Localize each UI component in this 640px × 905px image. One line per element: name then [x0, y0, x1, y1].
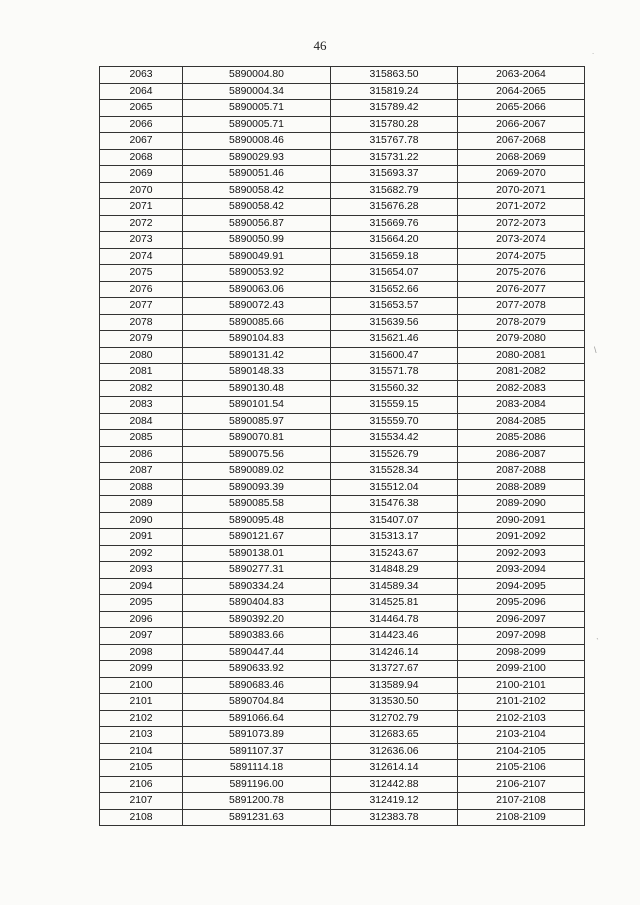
table-row — [100, 727, 585, 744]
x-coordinate-cell: 5890050.99 — [183, 232, 331, 249]
x-coordinate-cell: 5890029.93 — [183, 149, 331, 166]
segment-cell: 2063-2064 — [458, 67, 585, 84]
x-coordinate-cell: 5890058.42 — [183, 199, 331, 216]
y-coordinate-cell: 315534.42 — [331, 430, 458, 447]
point-number-cell: 2088 — [100, 479, 183, 496]
y-coordinate-cell: 315560.32 — [331, 380, 458, 397]
y-coordinate-cell: 315659.18 — [331, 248, 458, 265]
x-coordinate-cell: 5891196.00 — [183, 776, 331, 793]
table-row — [100, 578, 585, 595]
segment-cell: 2075-2076 — [458, 265, 585, 282]
x-coordinate-cell: 5890049.91 — [183, 248, 331, 265]
segment-cell: 2082-2083 — [458, 380, 585, 397]
table-row — [100, 133, 585, 150]
y-coordinate-cell: 315407.07 — [331, 512, 458, 529]
x-coordinate-cell: 5890085.97 — [183, 413, 331, 430]
y-coordinate-cell: 312442.88 — [331, 776, 458, 793]
table-row — [100, 694, 585, 711]
x-coordinate-cell: 5890101.54 — [183, 397, 331, 414]
table-row — [100, 314, 585, 331]
table-row — [100, 496, 585, 513]
point-number-cell: 2108 — [100, 809, 183, 826]
segment-cell: 2084-2085 — [458, 413, 585, 430]
segment-cell: 2096-2097 — [458, 611, 585, 628]
segment-cell: 2095-2096 — [458, 595, 585, 612]
point-number-cell: 2083 — [100, 397, 183, 414]
point-number-cell: 2085 — [100, 430, 183, 447]
x-coordinate-cell: 5890063.06 — [183, 281, 331, 298]
scan-mark: ˋ — [596, 637, 599, 647]
point-number-cell: 2106 — [100, 776, 183, 793]
point-number-cell: 2063 — [100, 67, 183, 84]
y-coordinate-cell: 312636.06 — [331, 743, 458, 760]
point-number-cell: 2101 — [100, 694, 183, 711]
x-coordinate-cell: 5890051.46 — [183, 166, 331, 183]
segment-cell: 2101-2102 — [458, 694, 585, 711]
y-coordinate-cell: 312683.65 — [331, 727, 458, 744]
segment-cell: 2073-2074 — [458, 232, 585, 249]
table-row — [100, 793, 585, 810]
segment-cell: 2067-2068 — [458, 133, 585, 150]
point-number-cell: 2070 — [100, 182, 183, 199]
point-number-cell: 2100 — [100, 677, 183, 694]
segment-cell: 2105-2106 — [458, 760, 585, 777]
segment-cell: 2097-2098 — [458, 628, 585, 645]
page-number: 46 — [313, 38, 327, 53]
x-coordinate-cell: 5891231.63 — [183, 809, 331, 826]
table-row — [100, 776, 585, 793]
y-coordinate-cell: 315571.78 — [331, 364, 458, 381]
x-coordinate-cell: 5890053.92 — [183, 265, 331, 282]
segment-cell: 2077-2078 — [458, 298, 585, 315]
point-number-cell: 2089 — [100, 496, 183, 513]
segment-cell: 2076-2077 — [458, 281, 585, 298]
segment-cell: 2089-2090 — [458, 496, 585, 513]
point-number-cell: 2092 — [100, 545, 183, 562]
point-number-cell: 2076 — [100, 281, 183, 298]
x-coordinate-cell: 5890404.83 — [183, 595, 331, 612]
table-row — [100, 116, 585, 133]
point-number-cell: 2094 — [100, 578, 183, 595]
y-coordinate-cell: 315693.37 — [331, 166, 458, 183]
point-number-cell: 2065 — [100, 100, 183, 117]
point-number-cell: 2091 — [100, 529, 183, 546]
y-coordinate-cell: 315789.42 — [331, 100, 458, 117]
segment-cell: 2072-2073 — [458, 215, 585, 232]
point-number-cell: 2104 — [100, 743, 183, 760]
x-coordinate-cell: 5890392.20 — [183, 611, 331, 628]
y-coordinate-cell: 315639.56 — [331, 314, 458, 331]
x-coordinate-cell: 5890075.56 — [183, 446, 331, 463]
y-coordinate-cell: 315682.79 — [331, 182, 458, 199]
y-coordinate-cell: 315819.24 — [331, 83, 458, 100]
x-coordinate-cell: 5890131.42 — [183, 347, 331, 364]
y-coordinate-cell: 313589.94 — [331, 677, 458, 694]
y-coordinate-cell: 312419.12 — [331, 793, 458, 810]
point-number-cell: 2084 — [100, 413, 183, 430]
segment-cell: 2074-2075 — [458, 248, 585, 265]
table-row — [100, 446, 585, 463]
table-row — [100, 166, 585, 183]
y-coordinate-cell: 315559.15 — [331, 397, 458, 414]
scan-mark: ˙ — [592, 52, 595, 62]
x-coordinate-cell: 5890704.84 — [183, 694, 331, 711]
point-number-cell: 2078 — [100, 314, 183, 331]
y-coordinate-cell: 315780.28 — [331, 116, 458, 133]
segment-cell: 2098-2099 — [458, 644, 585, 661]
table-row — [100, 182, 585, 199]
segment-cell: 2078-2079 — [458, 314, 585, 331]
table-row — [100, 743, 585, 760]
segment-cell: 2065-2066 — [458, 100, 585, 117]
x-coordinate-cell: 5891066.64 — [183, 710, 331, 727]
table-row — [100, 149, 585, 166]
y-coordinate-cell: 315243.67 — [331, 545, 458, 562]
point-number-cell: 2068 — [100, 149, 183, 166]
x-coordinate-cell: 5890072.43 — [183, 298, 331, 315]
segment-cell: 2069-2070 — [458, 166, 585, 183]
y-coordinate-cell: 315313.17 — [331, 529, 458, 546]
y-coordinate-cell: 314423.46 — [331, 628, 458, 645]
segment-cell: 2081-2082 — [458, 364, 585, 381]
x-coordinate-cell: 5890089.02 — [183, 463, 331, 480]
x-coordinate-cell: 5891200.78 — [183, 793, 331, 810]
point-number-cell: 2077 — [100, 298, 183, 315]
segment-cell: 2088-2089 — [458, 479, 585, 496]
point-number-cell: 2102 — [100, 710, 183, 727]
segment-cell: 2099-2100 — [458, 661, 585, 678]
point-number-cell: 2107 — [100, 793, 183, 810]
x-coordinate-cell: 5890058.42 — [183, 182, 331, 199]
y-coordinate-cell: 315600.47 — [331, 347, 458, 364]
x-coordinate-cell: 5890683.46 — [183, 677, 331, 694]
table-row — [100, 479, 585, 496]
y-coordinate-cell: 312383.78 — [331, 809, 458, 826]
x-coordinate-cell: 5890070.81 — [183, 430, 331, 447]
point-number-cell: 2098 — [100, 644, 183, 661]
x-coordinate-cell: 5891107.37 — [183, 743, 331, 760]
y-coordinate-cell: 315767.78 — [331, 133, 458, 150]
table-row — [100, 100, 585, 117]
point-number-cell: 2079 — [100, 331, 183, 348]
scan-mark: \ — [594, 345, 597, 355]
table-row — [100, 611, 585, 628]
segment-cell: 2079-2080 — [458, 331, 585, 348]
x-coordinate-cell: 5890005.71 — [183, 100, 331, 117]
table-row — [100, 562, 585, 579]
segment-cell: 2083-2084 — [458, 397, 585, 414]
table-row — [100, 397, 585, 414]
y-coordinate-cell: 313530.50 — [331, 694, 458, 711]
segment-cell: 2104-2105 — [458, 743, 585, 760]
y-coordinate-cell: 315669.76 — [331, 215, 458, 232]
y-coordinate-cell: 314589.34 — [331, 578, 458, 595]
y-coordinate-cell: 315528.34 — [331, 463, 458, 480]
table-row — [100, 265, 585, 282]
y-coordinate-cell: 315526.79 — [331, 446, 458, 463]
y-coordinate-cell: 314525.81 — [331, 595, 458, 612]
y-coordinate-cell: 315559.70 — [331, 413, 458, 430]
point-number-cell: 2105 — [100, 760, 183, 777]
table-row — [100, 83, 585, 100]
table-row — [100, 430, 585, 447]
table-row — [100, 199, 585, 216]
point-number-cell: 2066 — [100, 116, 183, 133]
y-coordinate-cell: 315676.28 — [331, 199, 458, 216]
table-row — [100, 628, 585, 645]
table-row — [100, 760, 585, 777]
segment-cell: 2066-2067 — [458, 116, 585, 133]
x-coordinate-cell: 5890148.33 — [183, 364, 331, 381]
point-number-cell: 2072 — [100, 215, 183, 232]
table-row — [100, 232, 585, 249]
point-number-cell: 2067 — [100, 133, 183, 150]
x-coordinate-cell: 5890138.01 — [183, 545, 331, 562]
y-coordinate-cell: 312614.14 — [331, 760, 458, 777]
segment-cell: 2103-2104 — [458, 727, 585, 744]
segment-cell: 2080-2081 — [458, 347, 585, 364]
segment-cell: 2091-2092 — [458, 529, 585, 546]
point-number-cell: 2069 — [100, 166, 183, 183]
y-coordinate-cell: 312702.79 — [331, 710, 458, 727]
table-row — [100, 298, 585, 315]
point-number-cell: 2087 — [100, 463, 183, 480]
x-coordinate-cell: 5890056.87 — [183, 215, 331, 232]
x-coordinate-cell: 5890008.46 — [183, 133, 331, 150]
segment-cell: 2071-2072 — [458, 199, 585, 216]
table-row — [100, 67, 585, 84]
point-number-cell: 2103 — [100, 727, 183, 744]
segment-cell: 2087-2088 — [458, 463, 585, 480]
y-coordinate-cell: 315664.20 — [331, 232, 458, 249]
x-coordinate-cell: 5890130.48 — [183, 380, 331, 397]
table-row — [100, 644, 585, 661]
segment-cell: 2108-2109 — [458, 809, 585, 826]
segment-cell: 2100-2101 — [458, 677, 585, 694]
table-row — [100, 380, 585, 397]
y-coordinate-cell: 314464.78 — [331, 611, 458, 628]
table-row — [100, 677, 585, 694]
x-coordinate-cell: 5890095.48 — [183, 512, 331, 529]
x-coordinate-cell: 5890334.24 — [183, 578, 331, 595]
point-number-cell: 2081 — [100, 364, 183, 381]
point-number-cell: 2093 — [100, 562, 183, 579]
y-coordinate-cell: 315863.50 — [331, 67, 458, 84]
y-coordinate-cell: 313727.67 — [331, 661, 458, 678]
y-coordinate-cell: 315653.57 — [331, 298, 458, 315]
point-number-cell: 2097 — [100, 628, 183, 645]
x-coordinate-cell: 5890085.66 — [183, 314, 331, 331]
point-number-cell: 2099 — [100, 661, 183, 678]
y-coordinate-cell: 315476.38 — [331, 496, 458, 513]
point-number-cell: 2064 — [100, 83, 183, 100]
x-coordinate-cell: 5890383.66 — [183, 628, 331, 645]
table-row — [100, 331, 585, 348]
point-number-cell: 2082 — [100, 380, 183, 397]
coordinates-table — [99, 66, 585, 826]
point-number-cell: 2086 — [100, 446, 183, 463]
segment-cell: 2064-2065 — [458, 83, 585, 100]
segment-cell: 2094-2095 — [458, 578, 585, 595]
table-row — [100, 248, 585, 265]
x-coordinate-cell: 5890093.39 — [183, 479, 331, 496]
table-row — [100, 215, 585, 232]
point-number-cell: 2071 — [100, 199, 183, 216]
segment-cell: 2107-2108 — [458, 793, 585, 810]
table-row — [100, 463, 585, 480]
x-coordinate-cell: 5890005.71 — [183, 116, 331, 133]
x-coordinate-cell: 5890104.83 — [183, 331, 331, 348]
x-coordinate-cell: 5890277.31 — [183, 562, 331, 579]
x-coordinate-cell: 5890121.67 — [183, 529, 331, 546]
x-coordinate-cell: 5891114.18 — [183, 760, 331, 777]
segment-cell: 2090-2091 — [458, 512, 585, 529]
table-row — [100, 661, 585, 678]
coordinates-table-body — [100, 67, 585, 826]
table-row — [100, 347, 585, 364]
y-coordinate-cell: 314246.14 — [331, 644, 458, 661]
y-coordinate-cell: 314848.29 — [331, 562, 458, 579]
table-row — [100, 809, 585, 826]
segment-cell: 2092-2093 — [458, 545, 585, 562]
table-row — [100, 595, 585, 612]
x-coordinate-cell: 5890004.34 — [183, 83, 331, 100]
segment-cell: 2068-2069 — [458, 149, 585, 166]
table-row — [100, 545, 585, 562]
point-number-cell: 2073 — [100, 232, 183, 249]
y-coordinate-cell: 315654.07 — [331, 265, 458, 282]
segment-cell: 2106-2107 — [458, 776, 585, 793]
point-number-cell: 2095 — [100, 595, 183, 612]
point-number-cell: 2074 — [100, 248, 183, 265]
x-coordinate-cell: 5890633.92 — [183, 661, 331, 678]
y-coordinate-cell: 315652.66 — [331, 281, 458, 298]
x-coordinate-cell: 5890447.44 — [183, 644, 331, 661]
segment-cell: 2085-2086 — [458, 430, 585, 447]
segment-cell: 2086-2087 — [458, 446, 585, 463]
y-coordinate-cell: 315731.22 — [331, 149, 458, 166]
point-number-cell: 2075 — [100, 265, 183, 282]
segment-cell: 2102-2103 — [458, 710, 585, 727]
point-number-cell: 2080 — [100, 347, 183, 364]
segment-cell: 2070-2071 — [458, 182, 585, 199]
point-number-cell: 2090 — [100, 512, 183, 529]
table-row — [100, 281, 585, 298]
x-coordinate-cell: 5890085.58 — [183, 496, 331, 513]
y-coordinate-cell: 315512.04 — [331, 479, 458, 496]
x-coordinate-cell: 5890004.80 — [183, 67, 331, 84]
table-row — [100, 364, 585, 381]
table-row — [100, 512, 585, 529]
x-coordinate-cell: 5891073.89 — [183, 727, 331, 744]
table-row — [100, 529, 585, 546]
table-row — [100, 710, 585, 727]
point-number-cell: 2096 — [100, 611, 183, 628]
y-coordinate-cell: 315621.46 — [331, 331, 458, 348]
segment-cell: 2093-2094 — [458, 562, 585, 579]
table-row — [100, 413, 585, 430]
